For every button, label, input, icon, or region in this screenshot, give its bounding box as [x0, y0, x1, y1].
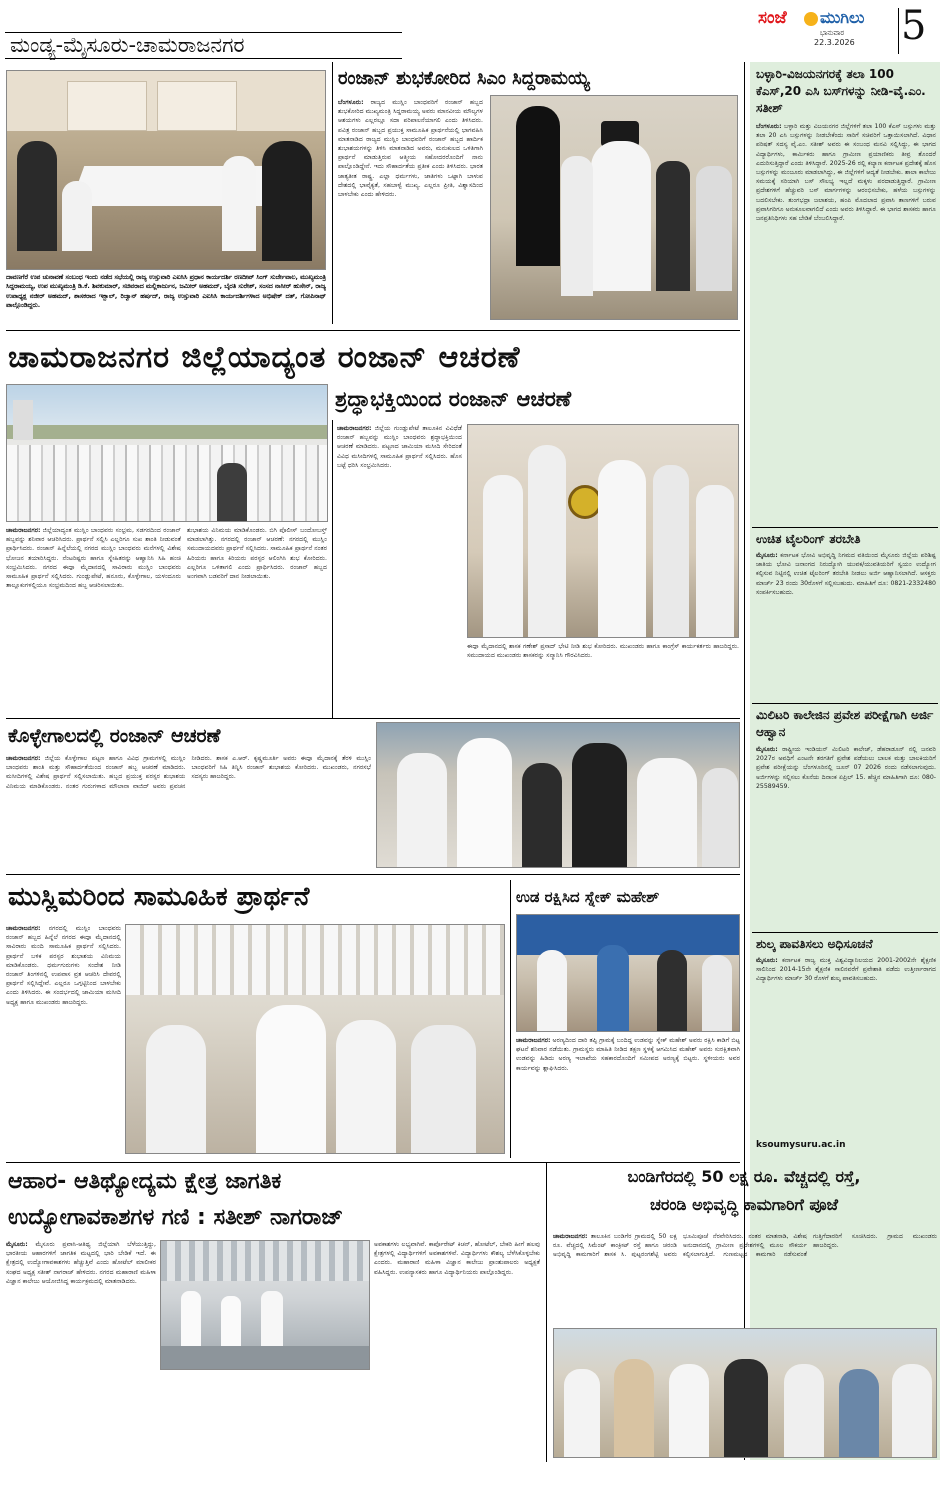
hospitality-body-mid — [374, 1240, 540, 1452]
hospitality-headline-2: ಉದ್ಯೋಗಾವಕಾಶಗಳ ಗಣಿ : ಸತೀಶ್ ನಾಗರಾಜ್ — [8, 1205, 344, 1230]
kollegal-body-text: ಜಿಲ್ಲೆಯ ಕೊಳ್ಳೇಗಾಲ ಪಟ್ಟಣ ಹಾಗೂ ವಿವಿಧ ಗ್ರಾಮಗಳಲ್ಲಿ ಮುಸ್ಲಿಂ ಬಾಂಧವರು ಶಾಂತಿ ಮತ್ತು ಸೌಹಾರ್ದತೆಯಿಂದ ರಂಜಾನ್ ಹಬ್ಬ ಆಚರಣೆ ಮಾಡಿದರು. ಮಸೀದಿಗಳಲ್ಲಿ ವಿಶೇಷ ಪ್ರಾರ್ಥನೆ ಸಲ್ಲಿಸಲಾಯಿತು. ಹಬ್ಬದ ಪ್ರಯುಕ್ತ ಪರಸ್ಪರ ಶುಭಾಶಯ ವಿನಿಮಯ ಮಾಡಿಕೊಂಡರು. ನಂತರ ಗುರುಗಳಾದ ಮೌಲಾನಾ ವಾಜಿದ್ ಅವರು ಪ್ರವಚನ ನೀಡಿದರು. ಶಾಸಕ ಎ.ಆರ್. ಕೃಷ್ಣಮೂರ್ತಿ ಅವರು ಈದ್ಗಾ ಮೈದಾನಕ್ಕೆ ತೆರಳಿ ಮುಸ್ಲಿಂ ಬಾಂಧವರಿಗೆ ಸಿಹಿ ತಿನ್ನಿಸಿ ರಂಜಾನ್ ಶುಭಾಶಯ ಕೋರಿದರು. ಮುಖಂಡರು, ನಗರಸಭೆ ಸದಸ್ಯರು ಹಾಜರಿದ್ದರು. — [6, 755, 371, 790]
hospitality-headline-1: ಆಹಾರ- ಆತಿಥ್ಯೋದ್ಯಮ ಕ್ಷೇತ್ರ ಜಾಗತಿಕ — [8, 1169, 282, 1194]
cm-dateline: ಬೆಂಗಳೂರು: — [338, 99, 364, 106]
logo-sanje: ಸಂಜೆ — [758, 8, 787, 28]
eidgah-photo — [6, 384, 328, 522]
kitchen-photo — [160, 1240, 370, 1370]
kollegal-dateline: ಚಾಮರಾಜನಗರ: — [6, 755, 41, 762]
ramzan-right-body — [337, 424, 462, 644]
snake-body-text: ಅರಣ್ಯದಿಂದ ದಾರಿ ತಪ್ಪಿ ಗ್ರಾಮಕ್ಕೆ ಬಂದಿದ್ದ ಉಡವನ್ನು ಸ್ನೇಕ್ ಮಹೇಶ್ ಅವರು ರಕ್ಷಿಸಿ ಕಾಡಿಗೆ ಬಿಟ್ಟ ಘಟನೆ ಶನಿವಾರ ನಡೆಯಿತು. ಗ್ರಾಮಸ್ಥರು ಮಾಹಿತಿ ನೀಡಿದ ತಕ್ಷಣ ಸ್ಥಳಕ್ಕೆ ಆಗಮಿಸಿದ ಮಹೇಶ್ ಅವರು ಸುರಕ್ಷಿತವಾಗಿ ಉಡವನ್ನು ಹಿಡಿದು ಅರಣ್ಯ ಇಲಾಖೆಯ ಸಹಕಾರದೊಂದಿಗೆ ಸಮೀಪದ ಅರಣ್ಯಕ್ಕೆ ಬಿಟ್ಟರು. ಸ್ಥಳೀಯರು ಅವರ ಕಾರ್ಯವನ್ನು ಶ್ಲಾಘಿಸಿದರು. — [516, 1037, 740, 1072]
sun-icon — [804, 12, 818, 26]
hospitality-dateline: ಮೈಸೂರು: — [6, 1241, 28, 1248]
road-puja-photo — [553, 1328, 937, 1458]
road-body — [553, 1232, 937, 1324]
hospitality-left-text: ಮೈಸೂರು ಪ್ರವಾಸಿ-ಆತಿಥ್ಯ ಜಿಲ್ಲೆಯಾಗಿ ಬೆಳೆಯುತ್ತಿದ್ದು, ಭಾರತೀಯ ಆಹಾರಗಳಿಗೆ ಜಾಗತಿಕ ಮಟ್ಟದಲ್ಲಿ ಭಾರಿ ಬೇಡಿಕೆ ಇದೆ. ಈ ಕ್ಷೇತ್ರದಲ್ಲಿ ಉದ್ಯೋಗಾವಕಾಶಗಳು ಹೆಚ್ಚುತ್ತಿವೆ ಎಂದು ಹೋಟೆಲ್ ಮಾಲೀಕರ ಸಂಘದ ಅಧ್ಯಕ್ಷ ಸತೀಶ್ ನಾಗರಾಜ್ ಹೇಳಿದರು. ನಗರದ ಮಹಾರಾಣಿ ಮಹಿಳಾ ವಿಜ್ಞಾನ ಕಾಲೇಜು ಆಯೋಜಿಸಿದ್ದ ಕಾರ್ಯಕ್ರಮದಲ್ಲಿ ಮಾತನಾಡಿದರು. — [6, 1241, 156, 1285]
prayer-photo — [125, 924, 505, 1154]
road-headline-2: ಚರಂಡಿ ಅಭಿವೃದ್ಧಿ ಕಾಮಗಾರಿಗೆ ಪೂಜೆ — [649, 1195, 839, 1214]
fee-body-text: ಕರ್ನಾಟಕ ರಾಜ್ಯ ಮುಕ್ತ ವಿಶ್ವವಿದ್ಯಾನಿಲಯದ 2001-2002ನೇ ಶೈಕ್ಷಣಿಕ ಸಾಲಿನಿಂದ 2014-15ನೇ ಶೈಕ್ಷಣಿಕ ಸಾಲಿನವರೆಗೆ ಪ್ರವೇಶಾತಿ ಪಡೆದು ಉತ್ತೀರ್ಣರಾಗದ ವಿದ್ಯಾರ್ಥಿಗಳು ಮಾರ್ಚ್ 30 ರೊಳಗೆ ಶುಲ್ಕ ಪಾವತಿಸಬಹುದು. — [756, 957, 936, 983]
military-body-text: ರಾಷ್ಟ್ರೀಯ ಇಂಡಿಯನ್ ಮಿಲಿಟರಿ ಕಾಲೇಜ್, ಡೆಹರಾಡೂನ್ ನಲ್ಲಿ ಜನವರಿ 2027ರ ಅವಧಿಗೆ ಎಂಟನೇ ತರಗತಿಗೆ ಪ್ರವೇಶ ಪಡೆಯಲು ಬಾಲಕ ಮತ್ತು ಬಾಲಕಿಯರಿಗೆ ಪ್ರವೇಶ ಪರೀಕ್ಷೆಯನ್ನು ಬೆಂಗಳೂರಿನಲ್ಲಿ ಜೂನ್ 07 2026 ರಂದು ನಡೆಸಲಾಗುವುದು. ಅರ್ಜಿಗಳನ್ನು ಸಲ್ಲಿಸಲು ಕೊನೆಯ ದಿನಾಂಕ ಏಪ್ರಿಲ್ 15. ಹೆಚ್ಚಿನ ಮಾಹಿತಿಗಾಗಿ ದೂ: 080-25589459. — [756, 746, 936, 790]
bus-body — [756, 122, 936, 527]
prayer-dateline: ಚಾಮರಾಜನಗರ: — [6, 925, 41, 932]
meeting-caption: ದಾವಣಗೆರೆ ಉಪ ಚುನಾವಣೆ ಸಂಬಂಧ ಇಂದು ನಡೆದ ಸಭೆಯಲ್ಲಿ ರಾಜ್ಯ ಉಸ್ತುವಾರಿ ಎಐಸಿಸಿ ಪ್ರಧಾನ ಕಾರ್ಯದರ್ಶಿ ರಣದೀಪ್ ಸಿಂಗ್ ಸುರ್ಜೇವಾಲ, ಮುಖ್ಯಮಂತ್ರಿ ಸಿದ್ದರಾಮಯ್ಯ, ಉಪ ಮುಖ್ಯಮಂತ್ರಿ ಡಿ.ಕೆ. ಶಿವಕುಮಾರ್, ಸಚಿವರಾದ ಮಲ್ಲಿಕಾರ್ಜುನ, ಜಮೀರ್ ಅಹಮದ್, ಬೈರತಿ ಸುರೇಶ್, ಸಂಸದ ನಾಸೀರ್ ಹುಸೇನ್, ರಾಜ್ಯ ಉಪಾಧ್ಯಕ್ಷ ನಜೀರ್ ಅಹಮದ್, ಶಾಸಕರಾದ ಇಕ್ಬಾಲ್, ರಿಜ್ವಾನ್ ಹರ್ಷದ್, ರಾಜ್ಯ ಉಸ್ತುವಾರಿ ಎಐಸಿಸಿ ಕಾರ್ಯದರ್ಶಿಗಳಾದ ಅಭಿಷೇಕ್ ದತ್, ಗೋಪಿನಾಥ್ ಪಾಲ್ಗೊಂಡಿದ್ದರು. — [6, 274, 326, 310]
snake-body — [516, 1036, 740, 1156]
ramzan-subheadline: ಶ್ರದ್ಧಾಭಕ್ತಿಯಿಂದ ರಂಜಾನ್ ಆಚರಣೆ — [335, 387, 572, 411]
cm-body — [338, 98, 483, 320]
ramzan-left-dateline: ಚಾಮರಾಜನಗರ: — [6, 527, 41, 534]
military-dateline: ಮೈಸೂರು: — [756, 746, 778, 753]
logo-mugilu: ಮುಗಿಲು — [820, 8, 865, 27]
section-title: ಮಂಡ್ಯ-ಮೈಸೂರು-ಚಾಮರಾಜನಗರ — [10, 33, 245, 57]
meeting-photo — [6, 70, 326, 270]
road-body-text: ತಾಲೂಕಿನ ಬಂಡಿಗೆರ ಗ್ರಾಮದಲ್ಲಿ 50 ಲಕ್ಷ ರೂ. ವೆಚ್ಚದಲ್ಲಿ ಸಿಮೆಂಟ್ ಕಾಂಕ್ರೀಟ್ ರಸ್ತೆ ಹಾಗೂ ಚರಂಡಿ ಅಭಿವೃದ್ಧಿ ಕಾಮಗಾರಿಗೆ ಶಾಸಕ ಸಿ. ಪುಟ್ಟರಂಗಶೆಟ್ಟಿ ಅವರು ಭೂಮಿಪೂಜೆ ನೆರವೇರಿಸಿದರು. ನಂತರ ಮಾತನಾಡಿ, ವಿಶೇಷ ಅನುದಾನದಲ್ಲಿ ಗ್ರಾಮೀಣ ಪ್ರದೇಶಗಳಲ್ಲಿ ಮೂಲ ಸೌಕರ್ಯ ಕಲ್ಪಿಸಲಾಗುತ್ತಿದೆ. ಗುಣಮಟ್ಟದ ಕಾಮಗಾರಿ ನಡೆಸುವಂತೆ ಗುತ್ತಿಗೆದಾರರಿಗೆ ಸೂಚಿಸಿದರು. ಗ್ರಾಮದ ಮುಖಂಡರು ಹಾಜರಿದ್ದರು. — [553, 1233, 937, 1259]
snake-dateline: ಚಾಮರಾಜನಗರ: — [516, 1037, 551, 1044]
ramzan-mid-text: ಶುಭಾಶಯ ವಿನಿಮಯ ಮಾಡಿಕೊಂಡರು. ಬಿಗಿ ಪೊಲೀಸ್ ಬಂದೋಬಸ್ತ್ ಮಾಡಲಾಗಿತ್ತು. ನಗರದಲ್ಲಿ ರಂಜಾನ್ ಆಚರಣೆ: ನಗರದಲ್ಲಿ ಮುಸ್ಲಿಂ ಸಮುದಾಯದವರು ಪ್ರಾರ್ಥನೆ ಸಲ್ಲಿಸಿದರು. ಸಾಮೂಹಿಕ ಪ್ರಾರ್ಥನೆ ನಂತರ ಹಿರಿಯರು ಹಾಗೂ ಕಿರಿಯರು ಪರಸ್ಪರ ಆಲಿಂಗಿಸಿ ಶುಭ ಕೋರಿದರು. ಎಲ್ಲರಿಗೂ ಒಳಿತಾಗಲಿ ಎಂದು ಪ್ರಾರ್ಥಿಸಿದರು. ರಂಜಾನ್ ಹಬ್ಬದ ಅಂಗವಾಗಿ ಬಡವರಿಗೆ ದಾನ ನೀಡಲಾಯಿತು. — [187, 527, 327, 581]
tailoring-body-text: ಕರ್ನಾಟಕ ಭೋವಿ ಅಭಿವೃದ್ಧಿ ನಿಗಮದ ವತಿಯಿಂದ ಮೈಸೂರು ಜಿಲ್ಲೆಯ ಪರಿಶಿಷ್ಟ ಜಾತಿಯ ಭೋವಿ ಜನಾಂಗದ ನಿರುದ್ಯೋಗಿ ಯುವಕ/ಯುವತಿಯರಿಗೆ ಸ್ವಯಂ ಉದ್ಯೋಗ ಕಲ್ಪಿಸುವ ನಿಟ್ಟಿನಲ್ಲಿ ಉಚಿತ ಟೈಲರಿಂಗ್ ತರಬೇತಿ ನೀಡಲು ಅರ್ಜಿ ಆಹ್ವಾನಿಸಲಾಗಿದೆ. ಆಸಕ್ತರು ಮಾರ್ಚ್ 23 ರಂದು 30ರೊಳಗೆ ಸಲ್ಲಿಸಬಹುದು. ಮಾಹಿತಿಗೆ ದೂ: 0821-2332480 ಸಂಪರ್ಕಿಸಬಹುದು. — [756, 552, 936, 596]
fee-url[interactable]: ksoumysuru.ac.in — [756, 1140, 846, 1150]
bus-body-text: ಬಳ್ಳಾರಿ ಮತ್ತು ವಿಜಯನಗರ ಜಿಲ್ಲೆಗಳಿಗೆ ತಲಾ 100 ಕೆಎಸ್ ಬಸ್ಸುಗಳು ಮತ್ತು ತಲಾ 20 ಎಸಿ ಬಸ್ಸುಗಳನ್ನು ನೀಡಬೇಕೆಂದು ಸಾರಿಗೆ ಸಚಿವರಿಗೆ ಒತ್ತಾಯಿಸಲಾಗಿದೆ. ವಿಧಾನ ಪರಿಷತ್ ಸದಸ್ಯ ವೈ.ಎಂ. ಸತೀಶ್ ಅವರು ಈ ಸಂಬಂಧ ಮನವಿ ಸಲ್ಲಿಸಿದ್ದು, ಈ ಭಾಗದ ವಿದ್ಯಾರ್ಥಿಗಳು, ಕಾರ್ಮಿಕರು ಹಾಗೂ ಗ್ರಾಮೀಣ ಪ್ರಯಾಣಿಕರು ತೀವ್ರ ತೊಂದರೆ ಎದುರಿಸುತ್ತಿದ್ದಾರೆ ಎಂದು ತಿಳಿಸಿದ್ದಾರೆ. 2025-26 ರಲ್ಲಿ ಕಲ್ಯಾಣ ಕರ್ನಾಟಕ ಪ್ರದೇಶಕ್ಕೆ ಹೊಸ ಬಸ್ಸುಗಳನ್ನು ಮಂಜೂರು ಮಾಡಲಾಗಿದ್ದು, ಈ ಜಿಲ್ಲೆಗಳಿಗೆ ಆದ್ಯತೆ ನೀಡಬೇಕು. ಶಾಲಾ ಕಾಲೇಜು ಸಮಯಕ್ಕೆ ಸರಿಯಾಗಿ ಬಸ್ ಸೌಲಭ್ಯ ಇಲ್ಲದೆ ಮಕ್ಕಳು ಪರದಾಡುತ್ತಿದ್ದಾರೆ. ಗ್ರಾಮೀಣ ಪ್ರದೇಶಗಳಿಗೆ ಹೆಚ್ಚುವರಿ ಬಸ್ ಮಾರ್ಗಗಳನ್ನು ಆರಂಭಿಸಬೇಕು, ಹಳೆಯ ಬಸ್ಸುಗಳನ್ನು ಬದಲಿಸಬೇಕು. ತುಂಗಭದ್ರಾ ಜಲಾಶಯ, ಹಂಪಿ ಮೊದಲಾದ ಪ್ರವಾಸಿ ತಾಣಗಳಿಗೆ ಬರುವ ಪ್ರವಾಸಿಗರಿಗೂ ಅನುಕೂಲವಾಗಲಿದೆ ಎಂದು ಅವರು ತಿಳಿಸಿದ್ದಾರೆ. ಈ ಭಾಗದ ಶಾಸಕರು ಹಾಗೂ ಜನಪ್ರತಿನಿಧಿಗಳು ಸಹ ಬೇಡಿಕೆ ಬೆಂಬಲಿಸಿದ್ದಾರೆ. — [756, 123, 936, 223]
cm-body-text: ರಾಜ್ಯದ ಮುಸ್ಲಿಂ ಬಾಂಧವರಿಗೆ ರಂಜಾನ್ ಹಬ್ಬದ ಶುಭಕೋರಿದ ಮುಖ್ಯಮಂತ್ರಿ ಸಿದ್ದರಾಮಯ್ಯ ಅವರು ಮಾನವೀಯ ಮೌಲ್ಯಗಳ ಆಶಯಗಳು ಎಲ್ಲರಲ್ಲೂ ಸದಾ ಪರಿಪಾಲನೆಯಾಗಲಿ ಎಂದು ತಿಳಿಸಿದರು. ಪವಿತ್ರ ರಂಜಾನ್ ಹಬ್ಬದ ಪ್ರಯುಕ್ತ ಸಾಮೂಹಿಕ ಪ್ರಾರ್ಥನೆಯಲ್ಲಿ ಭಾಗವಹಿಸಿ ಮಾತನಾಡಿದ ರಾಜ್ಯದ ಮುಸ್ಲಿಂ ಬಾಂಧವರಿಗೆ ರಂಜಾನ್ ಹಬ್ಬದ ಹಾರ್ದಿಕ ಶುಭಾಶಯಗಳನ್ನು ತಿಳಿಸಿ ಮಾತನಾಡಿದ ಅವರು, ಮನುಕುಲದ ಒಳಿತಿಗಾಗಿ ಪ್ರಾರ್ಥನೆ ಮಾಡುತ್ತಿರುವ ಆತ್ಮೀಯ ಸಹೋದರರೊಂದಿಗೆ ನಾನು ಪಾಲ್ಗೊಂಡಿದ್ದೇನೆ. ಇದು ಸೌಹಾರ್ದತೆಯ ಪ್ರತೀಕ ಎಂದು ತಿಳಿಸಿದರು. ಭಾರತ ಜಾತ್ಯತೀತ ರಾಷ್ಟ್ರ. ಎಲ್ಲಾ ಧರ್ಮಗಳು, ಜಾತಿಗಳು ಒಟ್ಟಾಗಿ ಬಾಳುವ ದೇಶದಲ್ಲಿ ಭಾವೈಕ್ಯತೆ, ಸಹಬಾಳ್ವೆ ಮುಖ್ಯ. ಎಲ್ಲರೂ ಪ್ರೀತಿ, ವಿಶ್ವಾಸದಿಂದ ಬಾಳಬೇಕು ಎಂದು ಹೇಳಿದರು. — [338, 99, 483, 199]
ramzan-right-dateline: ಚಾಮರಾಜನಗರ: — [337, 425, 372, 432]
ramzan-right-text: ಜಿಲ್ಲೆಯ ಗುಂಡ್ಲುಪೇಟೆ ತಾಲೂಕಿನ ವಿವಿಧೆಡೆ ರಂಜಾನ್ ಹಬ್ಬವನ್ನು ಮುಸ್ಲಿಂ ಬಾಂಧವರು ಶ್ರದ್ಧಾಭಕ್ತಿಯಿಂದ ಆಚರಣೆ ಮಾಡಿದರು. ಪಟ್ಟಣದ ಜಾಮಿಯಾ ಮಸೀದಿ ಸೇರಿದಂತೆ ವಿವಿಧ ಮಸೀದಿಗಳಲ್ಲಿ ಸಾಮೂಹಿಕ ಪ್ರಾರ್ಥನೆ ಸಲ್ಲಿಸಿದರು. ಹೊಸ ಬಟ್ಟೆ ಧರಿಸಿ ಸಂಭ್ರಮಿಸಿದರು. — [337, 425, 462, 469]
ramzan-photo-text: ಈದ್ಗಾ ಮೈದಾನದಲ್ಲಿ ಶಾಸಕ ಗಣೇಶ್ ಪ್ರಸಾದ್ ಭೇಟಿ ನೀಡಿ ಶುಭ ಕೋರಿದರು. ಮುಖಂಡರು ಹಾಗೂ ಕಾಂಗ್ರೆಸ್ ಕಾರ್ಯಕರ್ತರು ಹಾಜರಿದ್ದರು. ಸಮುದಾಯದ ಮುಖಂಡರು ಶಾಸಕರನ್ನು ಸನ್ಮಾನಿಸಿ ಗೌರವಿಸಿದರು. — [467, 643, 739, 660]
felicitation-photo — [467, 424, 739, 638]
fee-dateline: ಮೈಸೂರು: — [756, 957, 778, 964]
kollegal-body — [6, 754, 371, 866]
bus-headline: ಬಳ್ಳಾರಿ-ವಿಜಯನಗರಕ್ಕೆ ತಲಾ 100 ಕೆಎಸ್,20 ಎಸಿ ಬಸ್‍ಗಳನ್ನು ನೀಡಿ-ವೈ.ಎಂ. ಸತೀಶ್ — [756, 67, 926, 115]
tailoring-body — [756, 551, 936, 701]
prayer-headline: ಮುಸ್ಲಿಮರಿಂದ ಸಾಮೂಹಿಕ ಪ್ರಾರ್ಥನೆ — [8, 882, 310, 912]
cm-prayer-photo — [490, 95, 738, 320]
tailoring-headline: ಉಚಿತ ಟೈಲರಿಂಗ್ ತರಬೇತಿ — [756, 532, 861, 546]
hospitality-body-left — [6, 1240, 156, 1452]
bus-dateline: ಬೆಂಗಳೂರು: — [756, 123, 782, 130]
snake-headline: ಉಡ ರಕ್ಷಿಸಿದ ಸ್ನೇಕ್ ಮಹೇಶ್ — [516, 888, 660, 906]
ramzan-main-headline: ಚಾಮರಾಜನಗರ ಜಿಲ್ಲೆಯಾದ್ಯಂತ ರಂಜಾನ್ ಆಚರಣೆ — [8, 340, 521, 375]
snake-photo — [516, 914, 740, 1032]
fee-headline: ಶುಲ್ಕ ಪಾವತಿಸಲು ಅಧಿಸೂಚನೆ — [756, 937, 873, 951]
ramzan-left-text: ಜಿಲ್ಲೆಯಾದ್ಯಂತ ಮುಸ್ಲಿಂ ಬಾಂಧವರು ಸಂಭ್ರಮ, ಸಡಗರದಿಂದ ರಂಜಾನ್ ಹಬ್ಬವನ್ನು ಶನಿವಾರ ಆಚರಿಸಿದರು. ಪ್ರಾರ್ಥನೆ ಸಲ್ಲಿಸಿ ಎಲ್ಲರಿಗೂ ಸುಖ ಶಾಂತಿ ನೀಡುವಂತೆ ಪ್ರಾರ್ಥಿಸಿದರು. ರಂಜಾನ್ ಹಿನ್ನೆಲೆಯಲ್ಲಿ ನಗರದ ಮುಸ್ಲಿಂ ಬಾಂಧವರು ಮನೆಗಳಲ್ಲಿ ವಿಶೇಷ ಭೋಜನ ತಯಾರಿಸಿದ್ದರು. ನೆಂಟರಿಷ್ಟರು ಹಾಗೂ ಸ್ನೇಹಿತರನ್ನು ಆಹ್ವಾನಿಸಿ ಸಿಹಿ ಹಂಚಿ ಸಂಭ್ರಮಿಸಿದರು. ನಗರದ ಈದ್ಗಾ ಮೈದಾನದಲ್ಲಿ ಸಾವಿರಾರು ಮುಸ್ಲಿಂ ಬಾಂಧವರು ಸಾಮೂಹಿಕ ಪ್ರಾರ್ಥನೆ ಸಲ್ಲಿಸಿದರು. ಗುಂಡ್ಲುಪೇಟೆ, ಹನೂರು, ಕೊಳ್ಳೇಗಾಲ, ಯಳಂದೂರು ತಾಲ್ಲೂಕುಗಳಲ್ಲಿಯೂ ಸಂಭ್ರಮದಿಂದ ಹಬ್ಬ ಆಚರಿಸಲಾಯಿತು. — [6, 527, 181, 590]
kollegal-photo — [376, 722, 740, 868]
hospitality-mid-text: ಅವಕಾಶಗಳು ಲಭ್ಯವಾಗಿವೆ. ಕಾರ್ಪೊರೇಟ್ ಕಿಚನ್, ಹೋಟೆಲ್, ಬೇಕರಿ ಹೀಗೆ ಹಲವು ಕ್ಷೇತ್ರಗಳಲ್ಲಿ ವಿದ್ಯಾರ್ಥಿಗಳಿಗೆ ಅವಕಾಶಗಳಿವೆ. ವಿದ್ಯಾರ್ಥಿಗಳು ಕೌಶಲ್ಯ ಬೆಳೆಸಿಕೊಳ್ಳಬೇಕು ಎಂದರು. ಮಹಾರಾಣಿ ಮಹಿಳಾ ವಿಜ್ಞಾನ ಕಾಲೇಜು ಪ್ರಾಂಶುಪಾಲರು ಅಧ್ಯಕ್ಷತೆ ವಹಿಸಿದ್ದರು. ಉಪನ್ಯಾಸಕರು ಹಾಗೂ ವಿದ್ಯಾರ್ಥಿನಿಯರು ಪಾಲ್ಗೊಂಡಿದ್ದರು. — [374, 1241, 540, 1276]
fee-body — [756, 956, 936, 1126]
ramzan-photo-body — [467, 642, 739, 716]
kollegal-headline: ಕೊಳ್ಳೇಗಾಲದಲ್ಲಿ ರಂಜಾನ್ ಆಚರಣೆ — [8, 725, 221, 747]
military-headline: ಮಿಲಿಟರಿ ಕಾಲೇಜಿನ ಪ್ರವೇಶ ಪರೀಕ್ಷೆಗಾಗಿ ಅರ್ಜಿ ಆಹ್ವಾನ — [756, 708, 934, 739]
road-headline-1: ಬಂಡಿಗೆರದಲ್ಲಿ 50 ಲಕ್ಷ ರೂ. ವೆಚ್ಚದಲ್ಲಿ ರಸ್ತೆ, — [627, 1167, 861, 1186]
ramzan-left-body — [6, 526, 181, 714]
prayer-body-text: ನಗರದಲ್ಲಿ ಮುಸ್ಲಿಂ ಬಾಂಧವರು ರಂಜಾನ್ ಹಬ್ಬದ ಹಿನ್ನೆಲೆ ನಗರದ ಈದ್ಗಾ ಮೈದಾನದಲ್ಲಿ ಸಾವಿರಾರು ಮಂದಿ ಸಾಮೂಹಿಕ ಪ್ರಾರ್ಥನೆ ಸಲ್ಲಿಸಿದರು. ಪ್ರಾರ್ಥನೆ ಬಳಿಕ ಪರಸ್ಪರ ಶುಭಾಶಯ ವಿನಿಮಯ ಮಾಡಿಕೊಂಡರು. ಧರ್ಮಗುರುಗಳು ಸಂದೇಶ ನೀಡಿ ರಂಜಾನ್ ತಿಂಗಳಿನಲ್ಲಿ ಉಪವಾಸ ವ್ರತ ಆಚರಿಸಿ ದೇವರಲ್ಲಿ ಪ್ರಾರ್ಥನೆ ಸಲ್ಲಿಸಿದ್ದೇವೆ. ಎಲ್ಲರೂ ಒಗ್ಗಟ್ಟಿನಿಂದ ಬಾಳಬೇಕು ಎಂದು ತಿಳಿಸಿದರು. ಈ ಸಂದರ್ಭದಲ್ಲಿ ಜಾಮಿಯಾ ಮಸೀದಿ ಅಧ್ಯಕ್ಷ ಹಾಗೂ ಮುಖಂಡರು ಹಾಜರಿದ್ದರು. — [6, 925, 121, 1006]
page-number: 5 — [901, 3, 927, 49]
road-dateline: ಚಾಮರಾಜನಗರ: — [553, 1233, 588, 1240]
tailoring-dateline: ಮೈಸೂರು: — [756, 552, 778, 559]
ramzan-mid-body — [187, 526, 327, 714]
issue-date: 22.3.2026 — [814, 38, 855, 47]
issue-day: ಭಾನುವಾರ — [820, 29, 845, 37]
prayer-body — [6, 924, 121, 1154]
masthead-logo — [758, 6, 898, 52]
military-body — [756, 745, 936, 925]
cm-headline: ರಂಜಾನ್ ಶುಭಕೋರಿದ ಸಿಎಂ ಸಿದ್ದರಾಮಯ್ಯ — [338, 68, 590, 89]
